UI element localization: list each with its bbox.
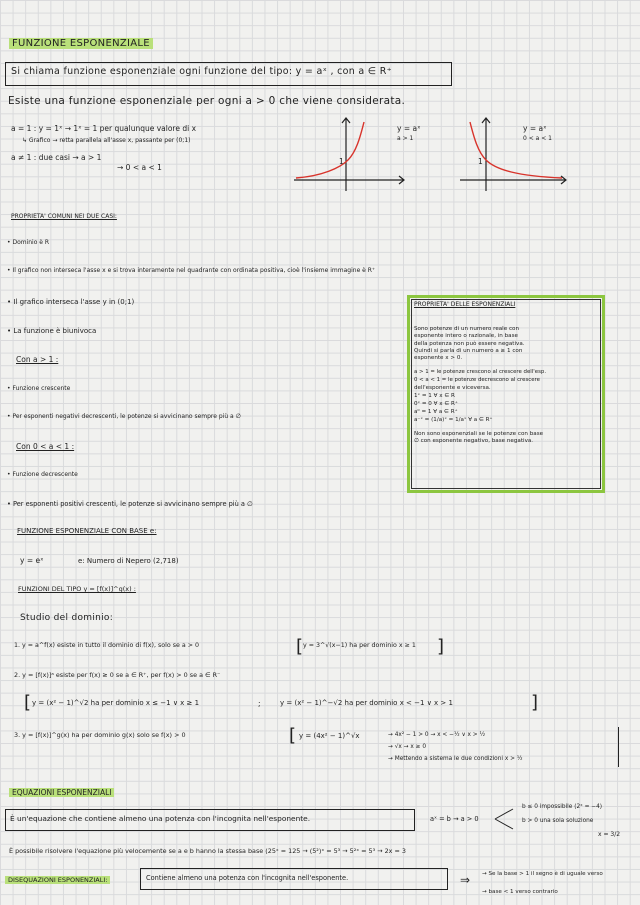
eq-title: EQUAZIONI ESPONENZIALI — [9, 789, 114, 797]
dom-3-example: y = (4x² − 1)^√x — [299, 732, 360, 740]
bracket-left: [ — [296, 636, 304, 657]
graph2-cond: 0 < a < 1 — [523, 135, 552, 142]
page-title: FUNZIONE ESPONENZIALE — [9, 38, 153, 49]
green-line: ∅ con esponente negativo, base negativa. — [414, 438, 534, 445]
case-a-ne1-b: → 0 < a < 1 — [117, 163, 162, 172]
green-line: esponente x > 0. — [414, 355, 463, 362]
graph-decreasing — [458, 116, 568, 194]
graph2-one: 1 — [478, 157, 483, 166]
graph2-label: y = aˣ — [523, 124, 547, 133]
green-line: Non sono esponenziali se le potenze con base — [414, 431, 544, 438]
bracket-left: [ — [289, 725, 297, 746]
eq-form: aˣ = b → a > 0 — [430, 815, 479, 823]
dom-3-result-1: → 4x² − 1 > 0 → x < −½ ∨ x > ½ — [388, 732, 486, 738]
green-line: dell'esponente e viceversa. — [414, 385, 491, 392]
dom-2-sep: ; — [258, 699, 261, 708]
dis-rule-2: → base < 1 verso contrario — [482, 889, 558, 895]
prop-1: • Dominio è R — [7, 239, 50, 246]
bracket-right: ] — [437, 636, 445, 657]
dis-definition: Contiene almeno una potenza con l'incognita nell'esponente. — [146, 874, 349, 882]
dom-3-result-2: → √x → x ≥ 0 — [388, 744, 427, 750]
neg-exp: • Per esponenti negativi decrescenti, le potenze si avvicinano sempre più a ∅ — [7, 413, 241, 420]
green-line: della potenza non può essere negativa. — [414, 340, 525, 347]
graph1-one: 1 — [339, 157, 344, 166]
green-line: Quindi si parla di un numero a ≥ 1 con — [414, 347, 523, 354]
with-a-lt1: Con 0 < a < 1 : — [16, 442, 75, 451]
eq-definition: È un'equazione che contiene almeno una potenza con l'incognita nell'esponente. — [10, 814, 311, 823]
graph-increasing — [292, 116, 407, 194]
dom-3: 3. y = [f(x)]^g(x) ha per dominio g(x) solo se f(x) > 0 — [14, 731, 186, 739]
dis-arrow: ⇒ — [460, 873, 471, 887]
green-line: esponente intero o razionale, in base — [414, 333, 518, 340]
green-line: Sono potenze di un numero reale con — [414, 326, 519, 332]
base-e-desc: e: Numero di Nepero (2,718) — [78, 557, 179, 565]
prop-2: • Il grafico non interseca l'asse x e si trova interamente nel quadrante con ordinata positiva, cioè l'insieme immagine è R⁺ — [7, 267, 376, 274]
decrescente: • Funzione decrescente — [7, 471, 78, 478]
eq-branch-2: b > 0 una sola soluzione — [522, 818, 594, 824]
green-line: a > 1 = le potenze crescono al crescere dell'esp. — [414, 369, 547, 376]
green-box-lines — [414, 326, 596, 446]
green-line: 0 < a < 1 = le potenze decrescono al crescere — [414, 376, 540, 383]
definition-text: Si chiama funzione esponenziale ogni funzione del tipo: y = aˣ , con a ∈ R⁺ — [11, 66, 392, 77]
bracket-right: ] — [531, 692, 539, 713]
base-e-title: FUNZIONE ESPONENZIALE CON BASE e: — [17, 527, 157, 535]
green-box-title: PROPRIETA' DELLE ESPONENZIALI — [414, 301, 516, 308]
dom-2: 2. y = [f(x)]ᵃ esiste per f(x) ≥ 0 se a ∈ R⁺, per f(x) > 0 se a ∈ R⁻ — [14, 671, 221, 679]
dom-3-result-3: → Mettendo a sistema le due condizioni x > ½ — [388, 756, 523, 762]
green-line: 1ˣ = 1 ∀ x ∈ R — [414, 393, 455, 400]
exists-text: Esiste una funzione esponenziale per ogni a > 0 che viene considerata. — [8, 95, 406, 107]
dis-title: DISEQUAZIONI ESPONENZIALI: — [5, 877, 110, 884]
eq-solve: È possibile risolvere l'equazione più velocemente se a e b hanno la stessa base (25ˣ = 125 → (5²)ˣ = 5³ → 5²ˣ = 5³ → 2x = 3 — [9, 847, 406, 855]
prop-4: • La funzione è biunivoca — [7, 327, 97, 335]
eq-branch-1: b ≤ 0 impossibile (2ˣ = −4) — [522, 804, 603, 810]
base-e-eq: y = eˣ — [20, 556, 44, 565]
dom-2-example-2: y = (x² − 1)^−√2 ha per dominio x < −1 ∨ x > 1 — [280, 699, 453, 707]
dom-3-side-line — [618, 727, 619, 767]
green-line: a⁻ˣ = (1/a)ˣ = 1/aˣ ∀ a ∈ R⁺ — [414, 417, 493, 424]
green-line: a⁰ = 1 ∀ a ∈ R⁺ — [414, 409, 458, 416]
eq-split-arrows — [494, 806, 516, 832]
with-a-gt1: Con a > 1 : — [16, 355, 59, 364]
crescente: • Funzione crescente — [7, 385, 71, 392]
tipo-title: FUNZIONI DEL TIPO y = [f(x)]^g(x) : — [18, 585, 136, 593]
prop-3: • Il grafico interseca l'asse y in (0;1) — [7, 298, 135, 306]
dom-2-example-1: y = (x² − 1)^√2 ha per dominio x ≤ −1 ∨ x ≥ 1 — [32, 699, 200, 707]
case-a-ne1: a ≠ 1 : due casi → a > 1 — [11, 153, 102, 162]
dis-rule-1: → Se la base > 1 il segno è di uguale verso — [482, 871, 603, 877]
graph1-cond: a > 1 — [397, 135, 414, 142]
dom-1: 1. y = a^f(x) esiste in tutto il dominio di f(x), solo se a > 0 — [14, 642, 200, 649]
green-line: 0ˣ = 0 ∀ x ∈ R⁺ — [414, 401, 458, 408]
case-a1-graph: ↳ Grafico → retta parallela all'asse x, passante per (0;1) — [22, 137, 191, 144]
eq-solution: x = 3/2 — [598, 831, 621, 838]
props-title: PROPRIETA' COMUNI NEI DUE CASI: — [11, 213, 117, 220]
dominio-title: Studio del dominio: — [20, 613, 114, 623]
case-a1: a = 1 : y = 1ˣ → 1ˣ = 1 per qualunque valore di x — [11, 124, 197, 133]
bracket-left: [ — [24, 692, 32, 713]
dom-1-example: y = 3^√(x−1) ha per dominio x ≥ 1 — [303, 642, 416, 649]
pos-exp: • Per esponenti positivi crescenti, le potenze si avvicinano sempre più a ∅ — [7, 500, 253, 508]
graph1-label: y = aˣ — [397, 124, 421, 133]
